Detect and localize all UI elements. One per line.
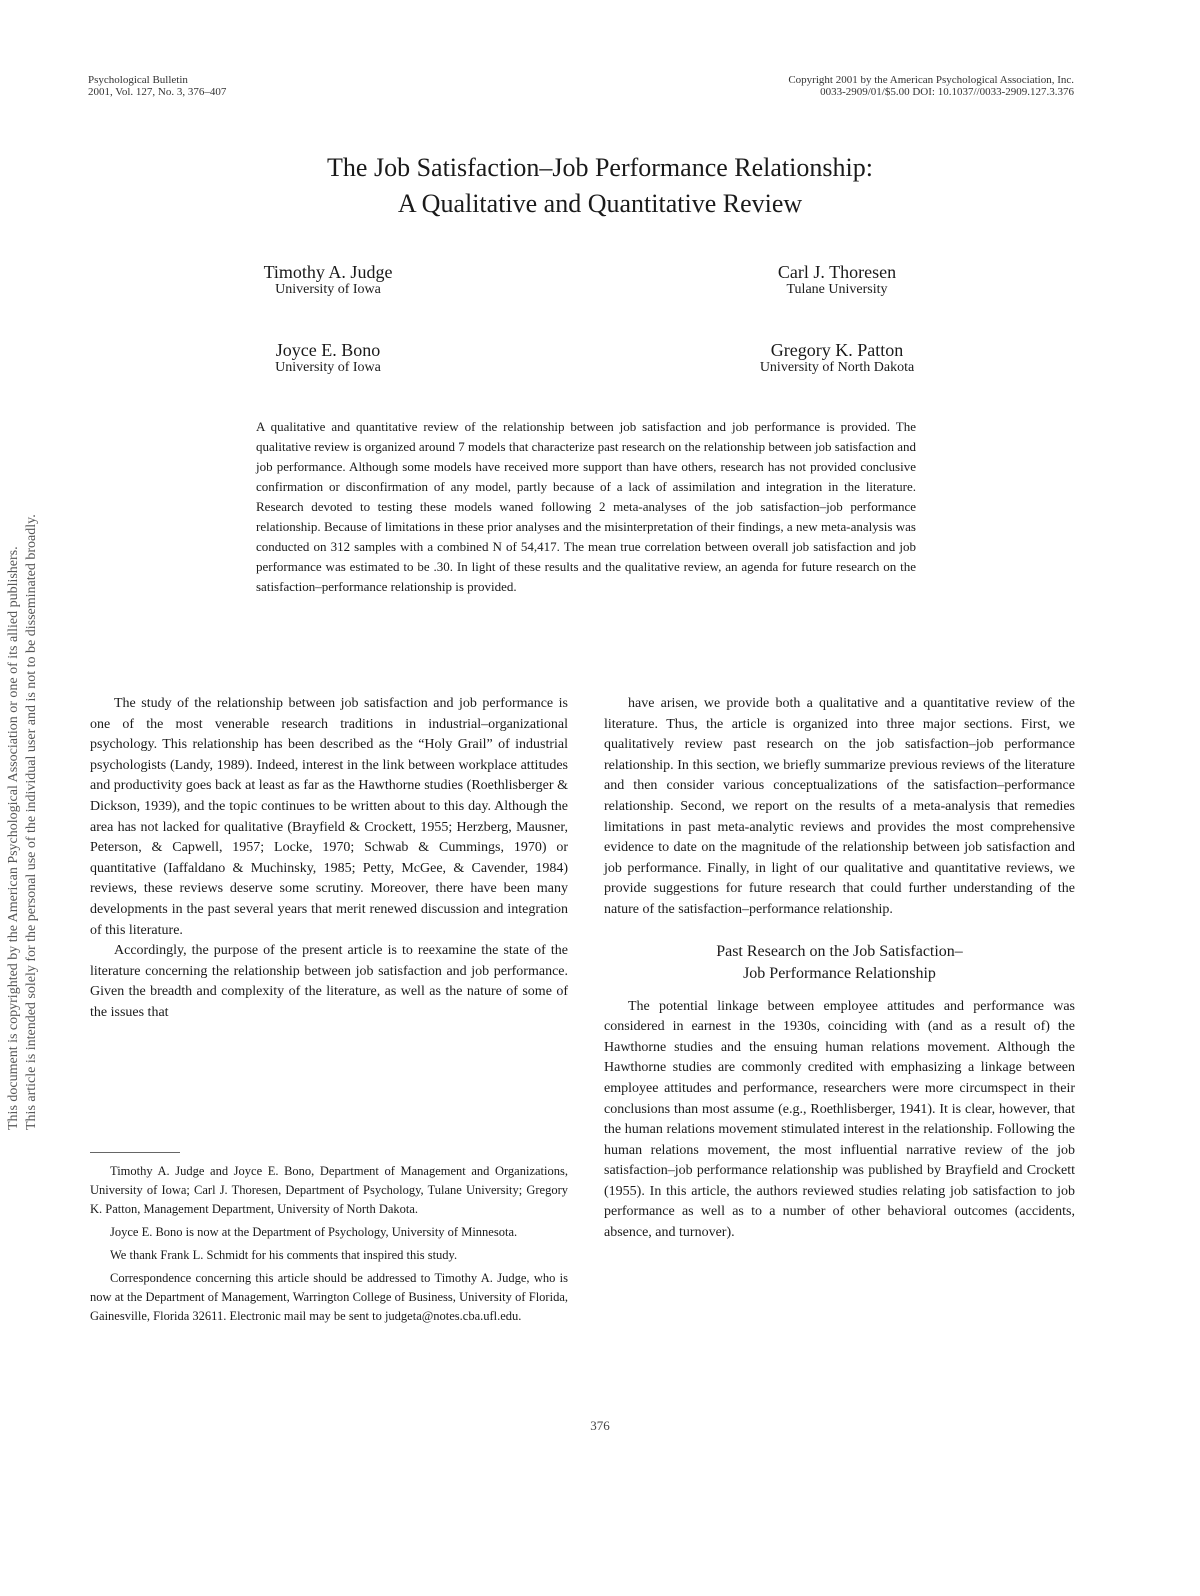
article-title (0, 150, 1200, 222)
body-paragraph: The study of the relationship between job satisfaction and job performance is one of the most venerable research traditions in industrial–organizational psychology. This relationship has been described as the “Holy Grail” of industrial psychologists (Landy, 1989). Indeed, interest in the link between workplace attitudes and productivity goes back at least as far as the Hawthorne studies (Roethlisberger & Dickson, 1939), and the topic continues to be written about to this day. Although the area has not lacked for qualitative (Brayfield & Crockett, 1955; Herzberg, Mausner, Peterson, & Capwell, 1957; Locke, 1970; Schwab & Cummings, 1970) or quantitative (Iaffaldano & Muchinsky, 1985; Petty, McGee, & Cavender, 1984) reviews, these reviews deserve some scrutiny. Moreover, there have been many developments in the past several years that merit renewed discussion and integration of this literature. (90, 696, 568, 938)
journal-volume: 2001, Vol. 127, No. 3, 376–407 (88, 86, 227, 98)
author-name: Gregory K. Patton (770, 340, 904, 360)
section-heading-line-2: Job Performance Relationship (743, 964, 936, 982)
author-name: Joyce E. Bono (275, 340, 381, 360)
footnote-affiliations: Timothy A. Judge and Joyce E. Bono, Department of Management and Organizations, University of Iowa; Carl J. Thoresen, Department of Psychology, Tulane University; Gregory K. Patton, Management Department, University of North Dakota. (90, 1164, 568, 1216)
author-name: Timothy A. Judge (263, 262, 393, 282)
side-notice-line-1: This document is copyrighted by the American Psychological Association or one of its allied publishers. (6, 546, 21, 1130)
doi-line: 0033-2909/01/$5.00 DOI: 10.1037//0033-2909.127.3.376 (820, 86, 1074, 98)
page-number: 376 (590, 1418, 610, 1433)
author-judge (228, 262, 428, 298)
author-affiliation: University of North Dakota (759, 360, 915, 375)
author-affiliation: University of Iowa (275, 360, 381, 375)
author-affiliation: Tulane University (786, 282, 888, 297)
body-paragraph: Accordingly, the purpose of the present article is to reexamine the state of the literature concerning the relationship between job satisfaction and job performance. Given the breadth and complexity of the literature, as well as the nature of some of the issues that (90, 943, 568, 1020)
side-notice-line-2: This article is intended solely for the personal use of the individual user and is not to be disseminated broadly. (24, 514, 39, 1130)
section-heading (604, 941, 1075, 985)
body-paragraph: The potential linkage between employee attitudes and performance was considered in earnest in the 1930s, coinciding with (and as a result of) the Hawthorne studies and the ensuing human relations movement. Although the Hawthorne studies are commonly credited with emphasizing a linkage between employee attitudes and performance, researchers were more circumspect in their conclusions than most assume (e.g., Roethlisberger, 1941). It is clear, however, that the human relations movement stimulated interest in the relationship. Following the human relations movement, the most influential narrative review of the job satisfaction–job performance relationship was published by Brayfield and Crockett (1955). In this article, the authors reviewed studies relating job satisfaction to job performance as well as to a number of other behavioral outcomes (accidents, absence, and turnover). (604, 998, 1075, 1241)
abstract: A qualitative and quantitative review of the relationship between job satisfaction and job performance is provided. The qualitative review is organized around 7 models that characterize past research on the relationship between job satisfaction and job performance. Although some models have received more support than have others, research has not provided conclusive confirmation or disconfirmation of any model, partly because of a lack of assimilation and integration in the literature. Research devoted to testing these models waned following 2 meta-analyses of the job satisfaction–job performance relationship. Because of limitations in these prior analyses and the misinterpretation of their findings, a new meta-analysis was conducted on 312 samples with a combined N of 54,417. The mean true correlation between overall job satisfaction and job performance was estimated to be .30. In light of these results and the qualitative review, an agenda for future research on the satisfaction–performance relationship is provided. (256, 419, 916, 594)
author-note (90, 1162, 568, 1330)
footnote-current-affiliation: Joyce E. Bono is now at the Department of Psychology, University of Minnesota. (110, 1225, 518, 1239)
left-column (90, 694, 568, 1024)
author-patton (727, 340, 947, 376)
journal-name: Psychological Bulletin (88, 74, 188, 86)
footnote-rule (90, 1152, 180, 1153)
footnote-acknowledgment: We thank Frank L. Schmidt for his comments that inspired this study. (110, 1248, 458, 1262)
author-thoresen (737, 262, 937, 298)
copyright-line: Copyright 2001 by the American Psychological Association, Inc. (788, 74, 1074, 86)
journal-citation (88, 74, 226, 98)
title-line-2: A Qualitative and Quantitative Review (397, 189, 803, 218)
author-bono (228, 340, 428, 376)
right-column (604, 694, 1075, 1244)
author-affiliation: University of Iowa (275, 282, 381, 297)
section-heading-line-1: Past Research on the Job Satisfaction– (716, 942, 963, 960)
body-paragraph: have arisen, we provide both a qualitative and a quantitative review of the literature. Thus, the article is organized into three major sections. First, we qualitatively review past research on the job satisfaction–job performance relationship. In this section, we briefly summarize previous reviews of the literature and then consider various conceptualizations of the satisfaction–performance relationship. Second, we report on the results of a meta-analysis that remedies limitations in past meta-analytic reviews and provides the most comprehensive evidence to date on the magnitude of the relationship between job satisfaction and job performance. Finally, in light of our qualitative and quantitative reviews, we provide suggestions for future research that could further understanding of the nature of the satisfaction–performance relationship. (604, 696, 1075, 917)
copyright-notice (788, 74, 1074, 98)
author-name: Carl J. Thoresen (777, 262, 897, 282)
side-copyright-notice (2, 430, 42, 1130)
title-line-1: The Job Satisfaction–Job Performance Relationship: (327, 153, 873, 182)
footnote-correspondence: Correspondence concerning this article should be addressed to Timothy A. Judge, who is now at the Department of Management, Warrington College of Business, University of Florida, Gainesville, Florida 32611. Electronic mail may be sent to judgeta@notes.cba.ufl.edu. (90, 1271, 568, 1323)
